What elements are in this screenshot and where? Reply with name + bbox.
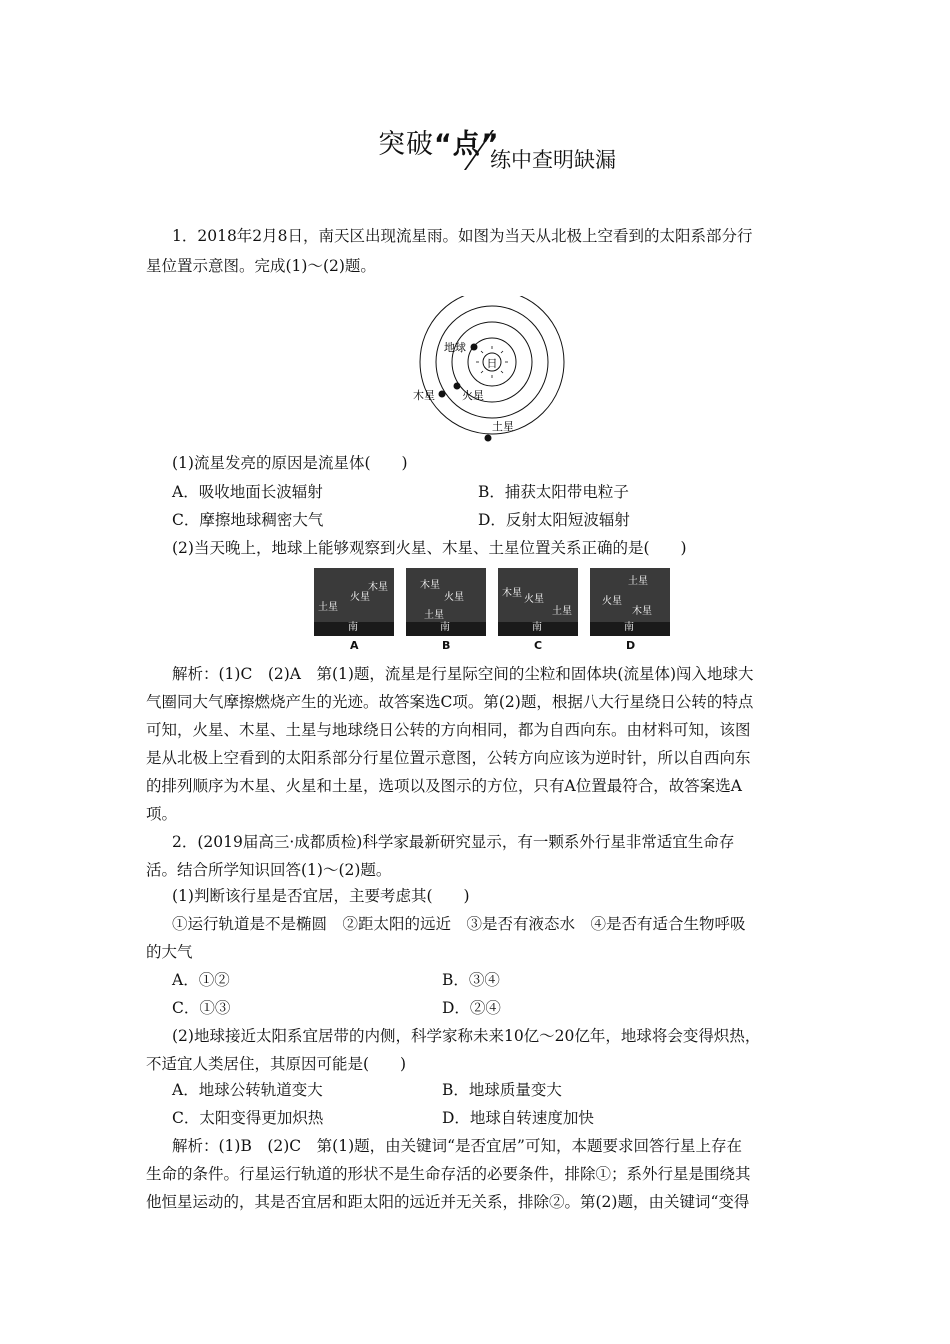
q1-stem-line2: 星位置示意图。完成(1)～(2)题。 [146,257,376,275]
q2-stem-line1: 2．(2019届高三·成都质检)科学家最新研究显示，有一颗系外行星非常适宜生命存 [172,833,735,851]
q1-sub2-stem: (2)当天晚上，地球上能够观察到火星、木星、土星位置关系正确的是( ) [172,539,687,557]
panel-d-south: 南 [624,622,634,633]
panel-label-c: C [534,639,543,652]
panel-b-south: 南 [440,622,450,633]
panel-d-star-1: 土星 [628,576,648,587]
panel-b-star-2: 火星 [444,592,464,603]
q2-sub1-stem: (1)判断该行星是否宜居，主要考虑其( ) [172,887,470,905]
q2-explanation-line3: 他恒星运动的，其是否宜居和距太阳的远近并无关系，排除②。第(2)题，由关键词“变得 [146,1193,750,1211]
q1-explanation-line1: 解析：(1)C (2)A 第(1)题，流星是行星际空间的尘粒和固体块(流星体)闯入地球大 [172,665,754,683]
panel-a-star-1: 土星 [318,602,338,613]
mars-label: 火星 [462,389,484,402]
panel-c-south: 南 [532,622,542,633]
jupiter-dot [439,391,446,398]
sky-panel-d [590,568,670,636]
q2-explanation-line1: 解析：(1)B (2)C 第(1)题，由关键词“是否宜居”可知，本题要求回答行星上存在 [172,1137,742,1155]
panel-label-a: A [350,639,359,652]
header-title: 突破“点” [378,129,500,160]
panel-d-star-3: 木星 [632,606,652,617]
section-header [378,122,618,172]
q2-sub1-option-d: D．②④ [442,999,501,1017]
panel-a-star-2: 火星 [350,592,370,603]
panel-label-d: D [626,639,636,652]
mars-dot [454,383,461,390]
q1-stem-line1: 1．2018年2月8日，南天区出现流星雨。如图为当天从北极上空看到的太阳系部分行 [172,227,753,245]
q2-sub2-stem-line2: 不适宜人类居住，其原因可能是( ) [146,1055,407,1073]
sky-panel-a [314,568,394,636]
panel-d-star-2: 火星 [602,596,622,607]
q2-sub1-option-a: A．①② [172,971,230,989]
panel-b-star-3: 土星 [424,610,444,621]
q2-sub1-option-c: C．①③ [172,999,231,1017]
jupiter-label: 木星 [413,389,435,402]
q2-sub1-option-b: B．③④ [442,971,500,989]
sun-label: 日 [486,357,498,370]
saturn-label: 土星 [492,420,514,433]
q2-explanation-line2: 生命的条件。行星运行轨道的形状不是生命存活的必要条件，排除①；系外行星是围绕其 [146,1165,751,1183]
solar-system-figure [410,296,570,444]
q1-explanation-line6: 项。 [146,805,178,823]
q1-explanation-line4: 是从北极上空看到的太阳系部分行星位置示意图，公转方向应该为逆时针，所以自西向东 [146,749,751,767]
earth-dot [471,344,478,351]
q2-sub2-stem-line1: (2)地球接近太阳系宜居带的内侧，科学家称未来10亿～20亿年，地球将会变得炽热， [172,1027,761,1045]
panel-a-star-3: 木星 [368,582,388,593]
q2-sub1-items-cont: 的大气 [146,943,193,961]
q1-explanation-line3: 可知，火星、木星、土星与地球绕日公转的方向相同，都为自西向东。由材料可知，该图 [146,721,751,739]
sky-panel-b [406,568,486,636]
panel-c-star-1: 木星 [502,588,522,599]
panel-label-b: B [442,639,451,652]
q1-sub1-stem: (1)流星发亮的原因是流星体( ) [172,454,408,472]
q1-sub1-option-a: A．吸收地面长波辐射 [172,483,323,501]
panel-a-south: 南 [348,622,358,633]
q2-sub2-option-b: B．地球质量变大 [442,1081,562,1099]
panel-c-star-2: 火星 [524,594,544,605]
q2-sub2-option-d: D．地球自转速度加快 [442,1109,594,1127]
q2-sub2-option-a: A．地球公转轨道变大 [172,1081,323,1099]
q1-sub1-option-d: D．反射太阳短波辐射 [478,511,630,529]
q1-explanation-line2: 气圈同大气摩擦燃烧产生的光迹。故答案选C项。第(2)题，根据八大行星绕日公转的特点 [146,693,754,711]
sky-panel-c [498,568,578,636]
q2-sub2-option-c: C．太阳变得更加炽热 [172,1109,324,1127]
earth-label: 地球 [444,341,466,354]
saturn-dot [485,435,492,442]
panel-b-star-1: 木星 [420,580,440,591]
q2-stem-line2: 活。结合所学知识回答(1)～(2)题。 [146,861,392,879]
panel-c-star-3: 土星 [552,606,572,617]
q2-sub1-items: ①运行轨道是不是椭圆 ②距太阳的远近 ③是否有液态水 ④是否有适合生物呼吸 [172,915,746,933]
header-subtitle: 练中查明缺漏 [490,148,616,172]
q1-explanation-line5: 的排列顺序为木星、火星和土星，选项以及图示的方位，只有A位置最符合，故答案选A [146,777,742,795]
q1-sub1-option-b: B．捕获太阳带电粒子 [478,483,629,501]
q1-sub1-option-c: C．摩擦地球稠密大气 [172,511,324,529]
